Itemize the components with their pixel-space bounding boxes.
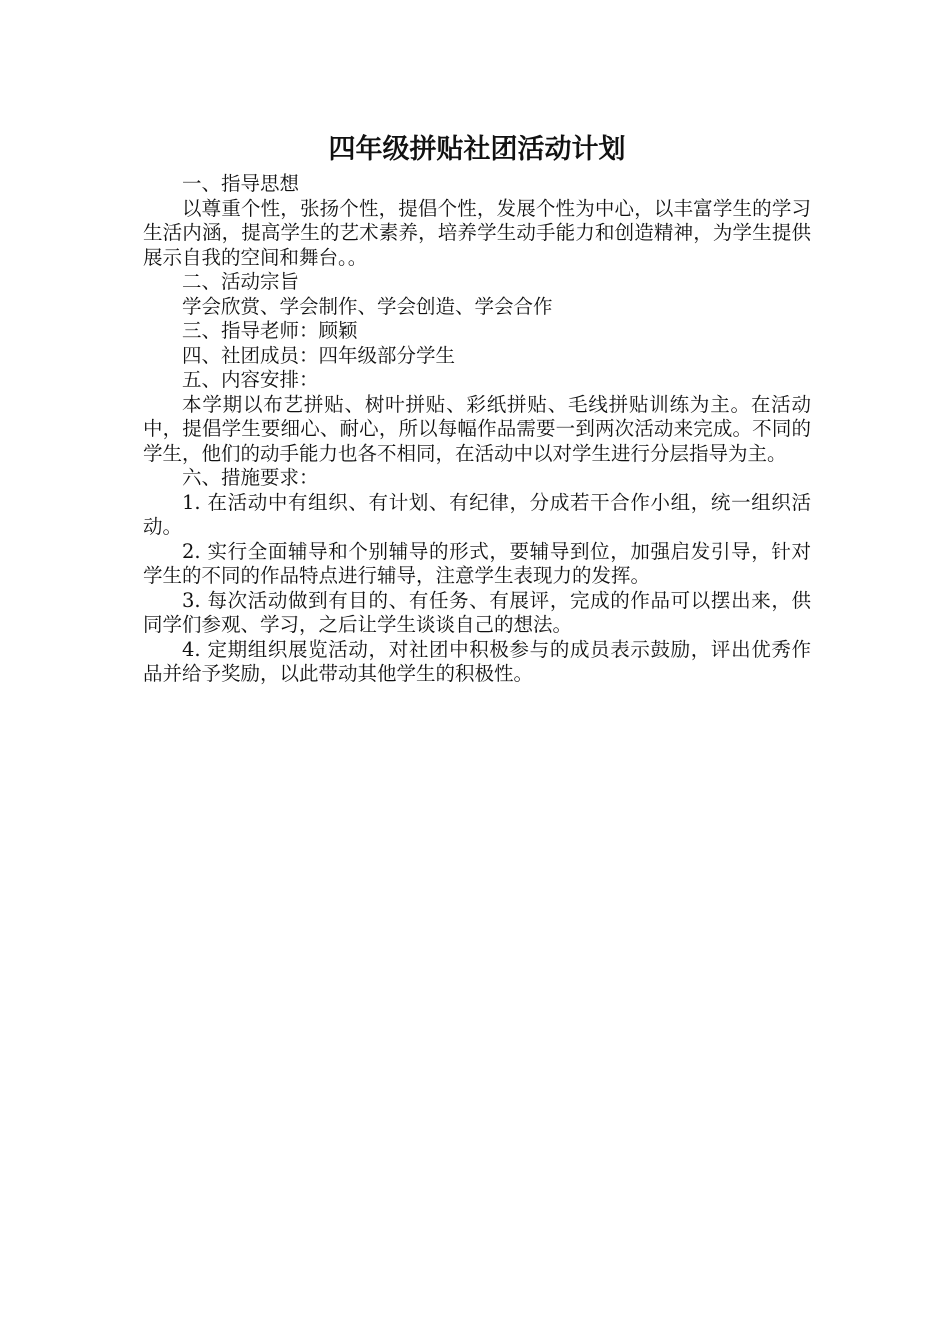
measure-item-1: 1. 在活动中有组织、有计划、有纪律，分成若干合作小组，统一组织活动。 [143, 490, 811, 538]
measure-item-3: 3. 每次活动做到有目的、有任务、有展评，完成的作品可以摆出来，供同学们参观、学习，之后让学生谈谈自己的想法。 [143, 588, 811, 636]
measure-item-2: 2. 实行全面辅导和个别辅导的形式，要辅导到位，加强启发引导，针对学生的不同的作品特点进行辅导，注意学生表现力的发挥。 [143, 539, 811, 587]
document-body [143, 128, 811, 687]
heading-content-arrangement: 五、内容安排： [182, 368, 319, 391]
paragraph-guiding-thought: 以尊重个性，张扬个性，提倡个性，发展个性为中心，以丰富学生的学习生活内涵，提高学生的艺术素养，培养学生动手能力和创造精神，为学生提供展示自我的空间和舞台。。 [143, 196, 811, 269]
paragraph-content-arrangement: 本学期以布艺拼贴、树叶拼贴、彩纸拼贴、毛线拼贴训练为主。在活动中，提倡学生要细心、耐心，所以每幅作品需要一到两次活动来完成。不同的学生，他们的动手能力也各不相同，在活动中以对学生进行分层指导为主。 [143, 392, 811, 465]
measure-item-4: 4. 定期组织展览活动，对社团中积极参与的成员表示鼓励，评出优秀作品并给予奖励，以此带动其他学生的积极性。 [143, 637, 811, 685]
heading-activity-purpose: 二、活动宗旨 [182, 270, 300, 293]
heading-members: 四、社团成员：四年级部分学生 [182, 343, 456, 367]
heading-guiding-thought: 一、指导思想 [182, 172, 300, 195]
heading-measures: 六、措施要求： [182, 466, 319, 489]
heading-instructor: 三、指导老师：顾颖 [182, 319, 358, 342]
document-title: 四年级拼贴社团活动计划 [328, 134, 626, 165]
paragraph-activity-purpose: 学会欣赏、学会制作、学会创造、学会合作 [182, 294, 553, 318]
